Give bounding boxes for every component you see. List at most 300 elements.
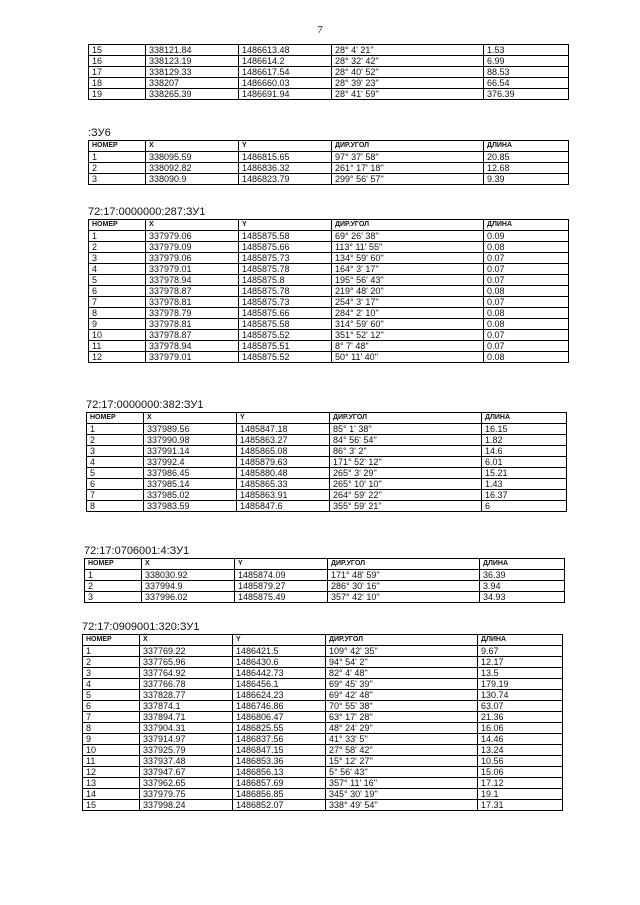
coordinates-table: [88, 44, 569, 100]
table-row: [83, 668, 563, 679]
column-header-y: Y: [235, 559, 328, 570]
direction-angle-cell: 357° 11' 16'': [326, 778, 478, 789]
point-number-cell: 9: [89, 319, 146, 330]
x-coordinate-cell: 337998.24: [140, 800, 233, 811]
length-cell: 0.08: [484, 308, 569, 319]
y-coordinate-cell: 1486856.85: [233, 789, 326, 800]
x-coordinate-cell: 337894.71: [140, 712, 233, 723]
length-cell: 16.37: [482, 490, 567, 501]
y-coordinate-cell: 1485879.63: [237, 457, 330, 468]
point-number-cell: 13: [83, 778, 140, 789]
table-row: [87, 479, 567, 490]
table-row: [89, 308, 569, 319]
coordinates-table-section: [88, 206, 569, 363]
y-coordinate-cell: 1485865.08: [237, 446, 330, 457]
direction-angle-cell: 28° 4' 21'': [332, 45, 484, 56]
column-header-length: ДЛИНА: [480, 559, 565, 570]
direction-angle-cell: 63° 17' 28'': [326, 712, 478, 723]
direction-angle-cell: 171° 52' 12'': [330, 457, 482, 468]
x-coordinate-cell: 337990.98: [144, 435, 237, 446]
y-coordinate-cell: 1485879.27: [235, 581, 328, 592]
direction-angle-cell: 48° 24' 29'': [326, 723, 478, 734]
coordinates-table: [88, 140, 569, 185]
length-cell: 1.53: [484, 45, 569, 56]
point-number-cell: 10: [83, 745, 140, 756]
direction-angle-cell: 345° 30' 19'': [326, 789, 478, 800]
direction-angle-cell: 28° 39' 23'': [332, 78, 484, 89]
point-number-cell: 4: [83, 679, 140, 690]
x-coordinate-cell: 337874.1: [140, 701, 233, 712]
table-row: [85, 592, 565, 603]
length-cell: 20.85: [484, 152, 569, 163]
direction-angle-cell: 84° 56' 54'': [330, 435, 482, 446]
y-coordinate-cell: 1485880.48: [237, 468, 330, 479]
length-cell: 0.07: [484, 297, 569, 308]
direction-angle-cell: 284° 2' 10'': [332, 308, 484, 319]
y-coordinate-cell: 1486746.86: [233, 701, 326, 712]
direction-angle-cell: 261° 17' 18'': [332, 163, 484, 174]
length-cell: 12.68: [484, 163, 569, 174]
x-coordinate-cell: 337992.4: [144, 457, 237, 468]
point-number-cell: 2: [87, 435, 144, 446]
coordinates-table-section: [86, 399, 567, 512]
y-coordinate-cell: 1485875.49: [235, 592, 328, 603]
x-coordinate-cell: 337986.45: [144, 468, 237, 479]
x-coordinate-cell: 337978.94: [146, 341, 239, 352]
length-cell: 1.43: [482, 479, 567, 490]
point-number-cell: 11: [83, 756, 140, 767]
length-cell: 13.5: [478, 668, 563, 679]
table-row: [89, 319, 569, 330]
coordinates-table-section: [84, 545, 565, 603]
column-header-number: НОМЕР: [89, 220, 146, 231]
table-row: [89, 67, 569, 78]
column-header-length: ДЛИНА: [478, 635, 563, 646]
point-number-cell: 2: [83, 657, 140, 668]
column-header-y: Y: [239, 141, 332, 152]
length-cell: 0.07: [484, 253, 569, 264]
length-cell: 14.6: [482, 446, 567, 457]
x-coordinate-cell: 337979.75: [140, 789, 233, 800]
point-number-cell: 1: [89, 231, 146, 242]
length-cell: 9.39: [484, 174, 569, 185]
length-cell: 17.31: [478, 800, 563, 811]
length-cell: 13.24: [478, 745, 563, 756]
section-title: 72:17:0000000:382:ЗУ1: [86, 399, 204, 411]
y-coordinate-cell: 1486617.54: [239, 67, 332, 78]
point-number-cell: 15: [89, 45, 146, 56]
direction-angle-cell: 265° 3' 29'': [330, 468, 482, 479]
point-number-cell: 6: [89, 286, 146, 297]
direction-angle-cell: 264° 59' 22'': [330, 490, 482, 501]
direction-angle-cell: 86° 3' 2'': [330, 446, 482, 457]
length-cell: 15.21: [482, 468, 567, 479]
y-coordinate-cell: 1485875.73: [239, 297, 332, 308]
length-cell: 0.07: [484, 275, 569, 286]
direction-angle-cell: 357° 42' 10'': [328, 592, 480, 603]
x-coordinate-cell: 338121.84: [146, 45, 239, 56]
length-cell: 1.82: [482, 435, 567, 446]
x-coordinate-cell: 337764.92: [140, 668, 233, 679]
y-coordinate-cell: 1486430.6: [233, 657, 326, 668]
direction-angle-cell: 94° 54' 2'': [326, 657, 478, 668]
x-coordinate-cell: 338092.82: [146, 163, 239, 174]
table-row: [89, 352, 569, 363]
length-cell: 0.08: [484, 286, 569, 297]
x-coordinate-cell: 337978.79: [146, 308, 239, 319]
y-coordinate-cell: 1485874.09: [235, 570, 328, 581]
table-row: [89, 174, 569, 185]
point-number-cell: 1: [85, 570, 142, 581]
x-coordinate-cell: 337989.56: [144, 424, 237, 435]
table-row: [87, 446, 567, 457]
length-cell: 0.07: [484, 264, 569, 275]
direction-angle-cell: 109° 42' 35'': [326, 646, 478, 657]
x-coordinate-cell: 338207: [146, 78, 239, 89]
length-cell: 66.54: [484, 78, 569, 89]
direction-angle-cell: 219° 48' 20'': [332, 286, 484, 297]
table-row: [89, 242, 569, 253]
table-row: [89, 264, 569, 275]
table-row: [83, 789, 563, 800]
table-row: [89, 330, 569, 341]
table-row: [83, 767, 563, 778]
column-header-x: X: [140, 635, 233, 646]
table-row: [85, 570, 565, 581]
length-cell: 179.19: [478, 679, 563, 690]
point-number-cell: 14: [83, 789, 140, 800]
y-coordinate-cell: 1485875.73: [239, 253, 332, 264]
length-cell: 0.07: [484, 330, 569, 341]
table-header-row: [89, 220, 569, 231]
x-coordinate-cell: 337914.97: [140, 734, 233, 745]
coordinates-table: [88, 219, 569, 363]
direction-angle-cell: 299° 56' 57'': [332, 174, 484, 185]
length-cell: 19.1: [478, 789, 563, 800]
y-coordinate-cell: 1486614.2: [239, 56, 332, 67]
length-cell: 14.46: [478, 734, 563, 745]
length-cell: 0.09: [484, 231, 569, 242]
length-cell: 10.56: [478, 756, 563, 767]
direction-angle-cell: 286° 30' 16'': [328, 581, 480, 592]
table-row: [87, 490, 567, 501]
x-coordinate-cell: 337979.06: [146, 231, 239, 242]
column-header-length: ДЛИНА: [484, 220, 569, 231]
direction-angle-cell: 69° 42' 48'': [326, 690, 478, 701]
table-row: [85, 581, 565, 592]
point-number-cell: 6: [87, 479, 144, 490]
point-number-cell: 3: [83, 668, 140, 679]
length-cell: 12.17: [478, 657, 563, 668]
direction-angle-cell: 70° 55' 38'': [326, 701, 478, 712]
y-coordinate-cell: 1485875.52: [239, 330, 332, 341]
table-row: [83, 745, 563, 756]
length-cell: 0.08: [484, 352, 569, 363]
table-row: [89, 286, 569, 297]
y-coordinate-cell: 1486836.32: [239, 163, 332, 174]
point-number-cell: 4: [89, 264, 146, 275]
table-row: [89, 56, 569, 67]
direction-angle-cell: 8° 7' 48'': [332, 341, 484, 352]
x-coordinate-cell: 337985.14: [144, 479, 237, 490]
length-cell: 0.07: [484, 341, 569, 352]
y-coordinate-cell: 1485875.8: [239, 275, 332, 286]
length-cell: 34.93: [480, 592, 565, 603]
x-coordinate-cell: 338030.92: [142, 570, 235, 581]
table-header-row: [89, 141, 569, 152]
point-number-cell: 5: [87, 468, 144, 479]
direction-angle-cell: 113° 11' 55'': [332, 242, 484, 253]
column-header-angle: ДИР.УГОЛ: [330, 413, 482, 424]
table-header-row: [85, 559, 565, 570]
y-coordinate-cell: 1486815.65: [239, 152, 332, 163]
column-header-x: X: [146, 141, 239, 152]
point-number-cell: 16: [89, 56, 146, 67]
column-header-length: ДЛИНА: [484, 141, 569, 152]
table-row: [83, 778, 563, 789]
point-number-cell: 15: [83, 800, 140, 811]
point-number-cell: 5: [89, 275, 146, 286]
point-number-cell: 3: [87, 446, 144, 457]
x-coordinate-cell: 337978.81: [146, 319, 239, 330]
direction-angle-cell: 28° 32' 42'': [332, 56, 484, 67]
table-row: [89, 297, 569, 308]
point-number-cell: 2: [89, 163, 146, 174]
length-cell: 6.01: [482, 457, 567, 468]
column-header-y: Y: [237, 413, 330, 424]
y-coordinate-cell: 1486852.07: [233, 800, 326, 811]
x-coordinate-cell: 337769.22: [140, 646, 233, 657]
column-header-number: НОМЕР: [87, 413, 144, 424]
coordinates-table: [84, 558, 565, 603]
length-cell: 6.99: [484, 56, 569, 67]
point-number-cell: 8: [83, 723, 140, 734]
y-coordinate-cell: 1485875.66: [239, 308, 332, 319]
table-row: [83, 690, 563, 701]
x-coordinate-cell: 337979.01: [146, 352, 239, 363]
table-row: [83, 800, 563, 811]
point-number-cell: 1: [83, 646, 140, 657]
x-coordinate-cell: 337765.96: [140, 657, 233, 668]
table-row: [89, 89, 569, 100]
direction-angle-cell: 314° 59' 60'': [332, 319, 484, 330]
y-coordinate-cell: 1486660.03: [239, 78, 332, 89]
y-coordinate-cell: 1486857.69: [233, 778, 326, 789]
direction-angle-cell: 82° 4' 48'': [326, 668, 478, 679]
direction-angle-cell: 41° 33' 5'': [326, 734, 478, 745]
length-cell: 376.39: [484, 89, 569, 100]
point-number-cell: 3: [89, 174, 146, 185]
table-row: [89, 253, 569, 264]
column-header-length: ДЛИНА: [482, 413, 567, 424]
point-number-cell: 12: [89, 352, 146, 363]
table-row: [83, 756, 563, 767]
x-coordinate-cell: 337937.48: [140, 756, 233, 767]
direction-angle-cell: 85° 1' 38'': [330, 424, 482, 435]
point-number-cell: 3: [89, 253, 146, 264]
direction-angle-cell: 338° 49' 54'': [326, 800, 478, 811]
table-row: [89, 231, 569, 242]
direction-angle-cell: 27° 58' 42'': [326, 745, 478, 756]
y-coordinate-cell: 1485847.18: [237, 424, 330, 435]
length-cell: 88.53: [484, 67, 569, 78]
x-coordinate-cell: 337978.81: [146, 297, 239, 308]
table-header-row: [87, 413, 567, 424]
section-title: 72:17:0000000:287:ЗУ1: [88, 206, 206, 218]
y-coordinate-cell: 1485865.33: [237, 479, 330, 490]
direction-angle-cell: 15° 12' 27'': [326, 756, 478, 767]
x-coordinate-cell: 338095.59: [146, 152, 239, 163]
y-coordinate-cell: 1486837.56: [233, 734, 326, 745]
direction-angle-cell: 134° 59' 60'': [332, 253, 484, 264]
y-coordinate-cell: 1486856.13: [233, 767, 326, 778]
column-header-number: НОМЕР: [89, 141, 146, 152]
column-header-number: НОМЕР: [83, 635, 140, 646]
table-header-row: [83, 635, 563, 646]
x-coordinate-cell: 337979.06: [146, 253, 239, 264]
direction-angle-cell: 5° 56' 43'': [326, 767, 478, 778]
column-header-y: Y: [233, 635, 326, 646]
point-number-cell: 6: [83, 701, 140, 712]
point-number-cell: 4: [87, 457, 144, 468]
table-row: [87, 435, 567, 446]
point-number-cell: 2: [89, 242, 146, 253]
point-number-cell: 19: [89, 89, 146, 100]
table-row: [89, 45, 569, 56]
x-coordinate-cell: 337978.87: [146, 330, 239, 341]
x-coordinate-cell: 337978.87: [146, 286, 239, 297]
point-number-cell: 1: [89, 152, 146, 163]
table-row: [87, 501, 567, 512]
table-row: [83, 734, 563, 745]
table-row: [87, 457, 567, 468]
length-cell: 3.94: [480, 581, 565, 592]
table-row: [89, 341, 569, 352]
y-coordinate-cell: 1486847.15: [233, 745, 326, 756]
y-coordinate-cell: 1485875.78: [239, 264, 332, 275]
x-coordinate-cell: 337904.31: [140, 723, 233, 734]
point-number-cell: 7: [89, 297, 146, 308]
direction-angle-cell: 28° 40' 52'': [332, 67, 484, 78]
table-row: [83, 701, 563, 712]
column-header-x: X: [142, 559, 235, 570]
y-coordinate-cell: 1486421.5: [233, 646, 326, 657]
x-coordinate-cell: 337979.09: [146, 242, 239, 253]
x-coordinate-cell: 338129.33: [146, 67, 239, 78]
point-number-cell: 7: [83, 712, 140, 723]
y-coordinate-cell: 1485875.66: [239, 242, 332, 253]
x-coordinate-cell: 337994.9: [142, 581, 235, 592]
coordinates-table-section: [82, 621, 563, 811]
column-header-angle: ДИР.УГОЛ: [332, 141, 484, 152]
x-coordinate-cell: 338123.19: [146, 56, 239, 67]
coordinates-table-section: [88, 127, 569, 185]
y-coordinate-cell: 1485875.58: [239, 231, 332, 242]
length-cell: 130.74: [478, 690, 563, 701]
point-number-cell: 3: [85, 592, 142, 603]
coordinates-table: [82, 634, 563, 811]
direction-angle-cell: 265° 10' 10'': [330, 479, 482, 490]
direction-angle-cell: 195° 56' 43'': [332, 275, 484, 286]
x-coordinate-cell: 337766.78: [140, 679, 233, 690]
table-row: [83, 679, 563, 690]
y-coordinate-cell: 1486823.79: [239, 174, 332, 185]
length-cell: 15.06: [478, 767, 563, 778]
point-number-cell: 10: [89, 330, 146, 341]
direction-angle-cell: 254° 3' 17'': [332, 297, 484, 308]
column-header-angle: ДИР.УГОЛ: [326, 635, 478, 646]
y-coordinate-cell: 1486853.36: [233, 756, 326, 767]
y-coordinate-cell: 1485875.78: [239, 286, 332, 297]
length-cell: 16.15: [482, 424, 567, 435]
length-cell: 9.67: [478, 646, 563, 657]
y-coordinate-cell: 1485847.6: [237, 501, 330, 512]
direction-angle-cell: 50° 11' 40'': [332, 352, 484, 363]
y-coordinate-cell: 1485863.91: [237, 490, 330, 501]
column-header-x: X: [146, 220, 239, 231]
point-number-cell: 7: [87, 490, 144, 501]
x-coordinate-cell: 337979.01: [146, 264, 239, 275]
y-coordinate-cell: 1485875.51: [239, 341, 332, 352]
section-title: :ЗУ6: [88, 127, 111, 139]
length-cell: 36.39: [480, 570, 565, 581]
y-coordinate-cell: 1485875.58: [239, 319, 332, 330]
x-coordinate-cell: 337983.59: [144, 501, 237, 512]
length-cell: 0.08: [484, 242, 569, 253]
table-row: [83, 646, 563, 657]
length-cell: 6: [482, 501, 567, 512]
point-number-cell: 17: [89, 67, 146, 78]
direction-angle-cell: 171° 48' 59'': [328, 570, 480, 581]
column-header-x: X: [144, 413, 237, 424]
length-cell: 16.06: [478, 723, 563, 734]
direction-angle-cell: 28° 41' 59'': [332, 89, 484, 100]
point-number-cell: 5: [83, 690, 140, 701]
point-number-cell: 8: [89, 308, 146, 319]
column-header-number: НОМЕР: [85, 559, 142, 570]
table-row: [83, 657, 563, 668]
direction-angle-cell: 97° 37' 58'': [332, 152, 484, 163]
column-header-angle: ДИР.УГОЛ: [332, 220, 484, 231]
length-cell: 0.08: [484, 319, 569, 330]
point-number-cell: 1: [87, 424, 144, 435]
x-coordinate-cell: 337925.79: [140, 745, 233, 756]
x-coordinate-cell: 338090.9: [146, 174, 239, 185]
column-header-y: Y: [239, 220, 332, 231]
direction-angle-cell: 164° 3' 17'': [332, 264, 484, 275]
column-header-angle: ДИР.УГОЛ: [328, 559, 480, 570]
y-coordinate-cell: 1486825.55: [233, 723, 326, 734]
length-cell: 17.12: [478, 778, 563, 789]
point-number-cell: 12: [83, 767, 140, 778]
x-coordinate-cell: 337947.67: [140, 767, 233, 778]
y-coordinate-cell: 1486456.1: [233, 679, 326, 690]
point-number-cell: 11: [89, 341, 146, 352]
y-coordinate-cell: 1486691.94: [239, 89, 332, 100]
y-coordinate-cell: 1485875.52: [239, 352, 332, 363]
table-row: [87, 468, 567, 479]
page-number: 7: [317, 24, 323, 36]
y-coordinate-cell: 1485863.27: [237, 435, 330, 446]
table-row: [89, 163, 569, 174]
point-number-cell: 8: [87, 501, 144, 512]
point-number-cell: 18: [89, 78, 146, 89]
x-coordinate-cell: 337985.02: [144, 490, 237, 501]
length-cell: 21.36: [478, 712, 563, 723]
table-row: [87, 424, 567, 435]
table-row: [89, 78, 569, 89]
section-title: 72:17:0706001:4:ЗУ1: [84, 545, 190, 557]
